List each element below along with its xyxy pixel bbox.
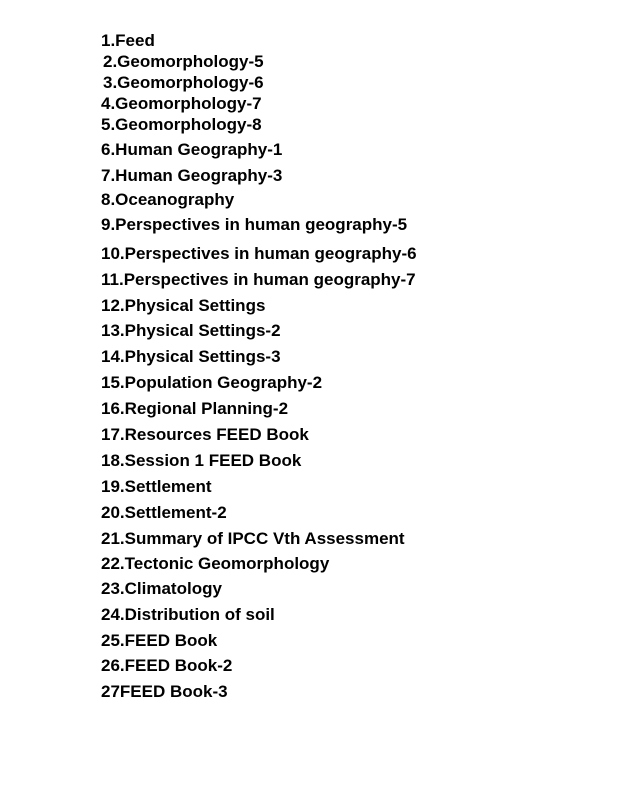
- list-item: 16.Regional Planning-2: [101, 399, 289, 418]
- list-item: 6.Human Geography-1: [101, 140, 283, 159]
- list-item: 3.Geomorphology-6: [103, 73, 264, 92]
- list-item: 23.Climatology: [101, 579, 222, 598]
- list-item: 2.Geomorphology-5: [103, 52, 264, 71]
- list-item: 10.Perspectives in human geography-6: [101, 244, 417, 263]
- list-item: 19.Settlement: [101, 477, 212, 496]
- list-item: 11.Perspectives in human geography-7: [101, 270, 416, 289]
- list-item: 4.Geomorphology-7: [101, 94, 262, 113]
- list-item: 5.Geomorphology-8: [101, 115, 262, 134]
- list-item: 12.Physical Settings: [101, 296, 266, 315]
- list-item: 18.Session 1 FEED Book: [101, 451, 302, 470]
- list-item: 27FEED Book-3: [101, 682, 228, 701]
- list-item: 22.Tectonic Geomorphology: [101, 554, 330, 573]
- list-item: 26.FEED Book-2: [101, 656, 233, 675]
- list-item: 1.Feed: [101, 31, 155, 50]
- list-item: 9.Perspectives in human geography-5: [101, 215, 408, 234]
- list-item: 8.Oceanography: [101, 190, 235, 209]
- list-item: 25.FEED Book: [101, 631, 218, 650]
- list-item: 21.Summary of IPCC Vth Assessment: [101, 529, 405, 548]
- list-item: 24.Distribution of soil: [101, 605, 275, 624]
- list-item: 7.Human Geography-3: [101, 166, 283, 185]
- list-item: 13.Physical Settings-2: [101, 321, 281, 340]
- list-item: 14.Physical Settings-3: [101, 347, 281, 366]
- list-item: 20.Settlement-2: [101, 503, 227, 522]
- list-item: 17.Resources FEED Book: [101, 425, 309, 444]
- list-item: 15.Population Geography-2: [101, 373, 323, 392]
